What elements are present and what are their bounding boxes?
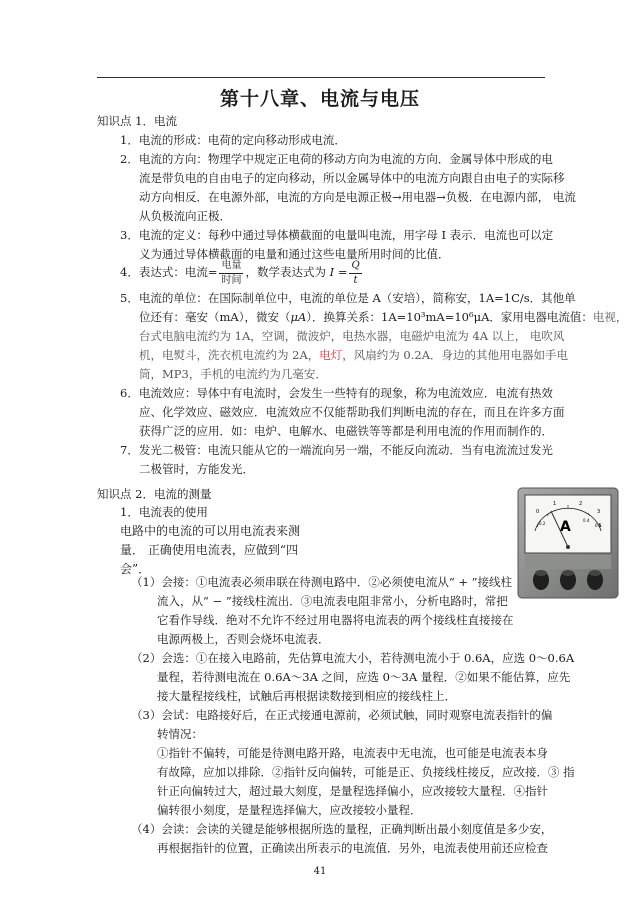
sub-scale-label: 0.2 xyxy=(539,521,546,526)
item-6 xyxy=(120,384,565,441)
sub-scale-label: 0.6 xyxy=(595,523,602,528)
section-heading: 知识点 1．电流 xyxy=(97,114,177,128)
item-text: 动方向相反．在电源外部，电流的方向是电源正极→用电器→负极．在电源内部， 电流 xyxy=(139,190,576,204)
step-text: 会选：①在接入电路前，先估算电流大小，若待测电流小于 0.6A，应选 0～0.6A xyxy=(161,651,575,665)
fraction-denominator: t xyxy=(353,274,358,286)
formula-variable: I = xyxy=(329,265,348,279)
item-text: 台式电脑电流约为 1A，空调，微波炉，电热水器，电磁炉电流为 4A 以上， 电吹风 xyxy=(139,329,565,343)
step-text: 有故障，应加以排除．②指针反向偏转，可能是正、负接线柱接反，应改接．③ 指 xyxy=(157,765,575,779)
item-1 xyxy=(120,131,346,150)
step-text: 会读：会读的关键是能够根据所选的量程，正确判断出最小刻度值是多少安， xyxy=(161,822,553,836)
fraction-q-over-t xyxy=(349,259,361,288)
item-text: 流是带负电的自由电子的定向移动，所以金属导体中的电流方向跟自由电子的实际移 xyxy=(139,171,565,185)
item-text: 电流的形成：电荷的定向移动形成电流． xyxy=(138,133,346,147)
step-text: 电源两极上，否则会烧坏电流表． xyxy=(157,632,330,646)
step-text: 会试：电路接好后，在正式接通电源前，必须试触，同时观察电流表指针的偏 xyxy=(161,708,553,722)
section-heading: 知识点 2．电流的测量 xyxy=(97,487,212,501)
step-number: （3） xyxy=(131,708,162,722)
step-3 xyxy=(131,706,575,820)
subsection-heading: 1．电流表的使用 xyxy=(120,505,208,519)
dial-letter: A xyxy=(560,519,571,535)
header-rule xyxy=(97,77,545,78)
step-number: （2） xyxy=(131,651,162,665)
scale-label: 2 xyxy=(579,501,583,507)
item-text: 机，电熨斗，洗衣机电流约为 2A， xyxy=(139,348,320,362)
fraction-numerator: 电量 xyxy=(219,259,243,274)
ammeter-image xyxy=(517,487,619,599)
item-5 xyxy=(120,289,627,384)
intro-line: 量． 正确使用电流表，应做到“四 xyxy=(120,543,298,557)
item-text: 电流的定义：每秒中通过导体横截面的电量叫电流，用字母 I 表示．电流也可以定 xyxy=(138,228,554,242)
item-text: 筒，MP3，手机的电流约为几毫安． xyxy=(139,367,327,381)
item-text: 义为通过导体横截面的电量和通过这些电量所用时间的比值． xyxy=(139,247,450,261)
formula-prefix: 表达式：电流= xyxy=(138,265,218,279)
unit-text: μA xyxy=(290,310,307,324)
item-text: 获得广泛的应用．如：电炉、电解水、电磁铁等等都是利用电流的作用而制作的． xyxy=(139,424,553,438)
item-text: 应、化学效应、磁效应．电流效应不仅能帮助我们判断电流的存在，而且在许多方面 xyxy=(139,405,565,419)
item-number: 6． xyxy=(120,386,139,400)
section-2 xyxy=(97,485,211,504)
sub-scale-label: 0.4 xyxy=(583,518,590,523)
item-text: 二极管时，方能发光． xyxy=(139,462,254,476)
item-7 xyxy=(120,441,553,479)
item-number: 7． xyxy=(120,443,139,457)
step-text: 流入，从“ − ”接线柱流出．③电流表电阻非常小，分析电路时，常把 xyxy=(157,594,508,608)
step-text: 量程，若待测电流在 0.6A～3A 之间，应选 0～3A 量程．②如果不能估算，应先 xyxy=(157,670,571,684)
section-1 xyxy=(97,112,557,131)
item-number: 3． xyxy=(120,228,139,242)
step-text: 转情况： xyxy=(157,727,203,741)
step-number: （4） xyxy=(131,822,162,836)
item-text: 电视， xyxy=(592,310,628,324)
item-text: ，风扇约为 0.2A．身边的其他用电器如手电 xyxy=(342,348,569,362)
item-text: 发光二极管：电流只能从它的一端流向另一端，不能反向流动．当有电流流过发光 xyxy=(138,443,553,457)
step-text: 偏转很小刻度，是量程选择偏大，应改接较小量程． xyxy=(157,803,422,817)
item-text: ）．换算关系：1A=10³mA=10⁶μA．家用电器电流值： xyxy=(306,310,593,324)
page-number: 41 xyxy=(313,866,327,877)
formula-middle: ，数学表达式为 xyxy=(245,265,326,279)
item-number: 1． xyxy=(120,133,139,147)
item-2 xyxy=(120,150,576,226)
scale-label: 1 xyxy=(553,501,557,507)
fraction-charge-time xyxy=(219,259,243,288)
item-text: 电流的方向：物理学中规定正电荷的移动方向为电流的方向．金属导体中形成的电 xyxy=(138,152,553,166)
step-number: （1） xyxy=(131,575,162,589)
item-number: 4． xyxy=(120,265,139,279)
step-text: 再根据指针的位置，正确读出所表示的电流值．另外，电流表使用前还应检查 xyxy=(157,841,548,855)
item-4 xyxy=(120,255,364,289)
step-text: 它看作导线．绝对不允许不经过用电器将电流表的两个接线柱直接接在 xyxy=(157,613,514,627)
intro-paragraph xyxy=(120,522,300,579)
intro-line: 会”． xyxy=(120,562,151,576)
step-4 xyxy=(131,820,552,858)
scale-label: 3 xyxy=(597,509,601,515)
item-text: 电流的单位：在国际制单位中，电流的单位是 A（安培），简称安，1A=1C/s．其他单 xyxy=(138,291,576,305)
item-text: 从负极流向正极． xyxy=(139,209,231,223)
step-2 xyxy=(131,649,574,706)
item-number: 5． xyxy=(120,291,139,305)
highlight-text: 电灯 xyxy=(319,348,343,362)
step-text: 针正向偏转过大，超过最大刻度，是量程选择偏小，应改接较大量程．④指针 xyxy=(157,784,548,798)
page-title: 第十八章、电流与电压 xyxy=(219,88,420,110)
step-text: 会接：①电流表必须串联在待测电路中．②必须使电流从“ + ”接线柱 xyxy=(161,575,513,589)
fraction-denominator: 时间 xyxy=(221,274,242,286)
item-number: 2． xyxy=(120,152,139,166)
item-text: 位还有：毫安（mA），微安（ xyxy=(139,310,291,324)
step-1 xyxy=(131,573,514,649)
intro-line: 电路中的电流的可以用电流表来测 xyxy=(120,524,301,538)
step-text: ①指针不偏转，可能是待测电路开路，电流表中无电流，也可能是电流表本身 xyxy=(157,746,548,760)
subsection-ammeter-use xyxy=(120,503,208,522)
step-text: 接大量程接线柱，试触后再根据读数接到相应的接线柱上． xyxy=(157,689,456,703)
item-text: 电流效应：导体中有电流时，会发生一些特有的现象，称为电流效应．电流有热效 xyxy=(138,386,553,400)
scale-label: 0 xyxy=(536,509,540,515)
fraction-numerator: Q xyxy=(349,259,361,274)
